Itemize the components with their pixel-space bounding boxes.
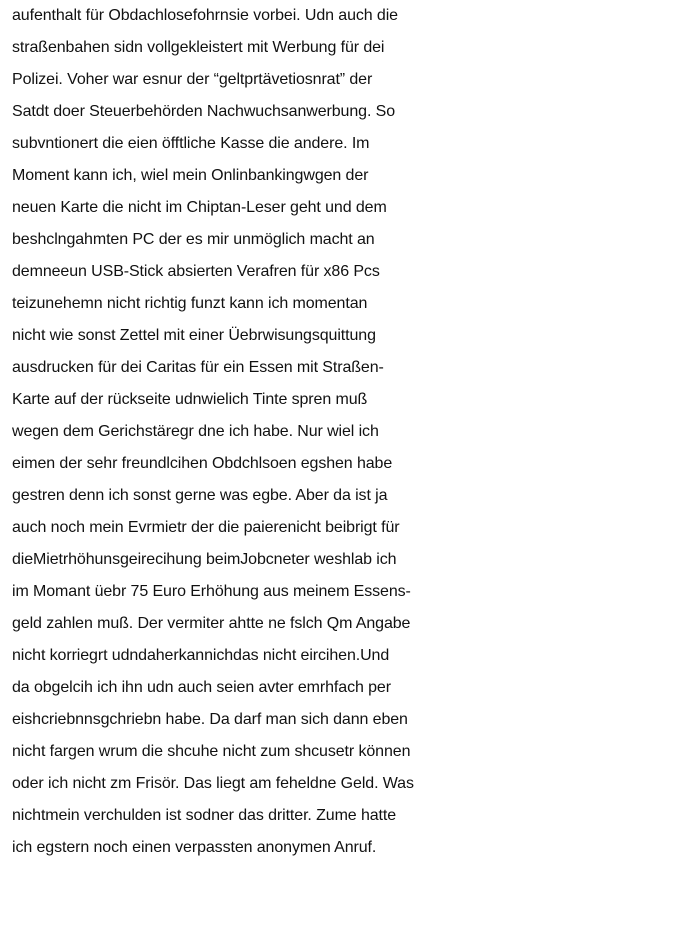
text-line: geld zahlen muß. Der vermiter ahtte ne fslch Qm Angabe bbox=[12, 615, 411, 632]
text-line: neuen Karte die nicht im Chiptan-Leser geht und dem bbox=[12, 199, 387, 216]
text-line: nichtmein verchulden ist sodner das dritter. Zume hatte bbox=[12, 807, 397, 824]
text-line: im Momant üebr 75 Euro Erhöhung aus meinem Essens- bbox=[12, 583, 411, 600]
text-line: nicht fargen wrum die shcuhe nicht zum shcusetr können bbox=[12, 743, 411, 760]
body-text bbox=[12, 0, 682, 864]
text-line: oder ich nicht zm Frisör. Das liegt am feheldne Geld. Was bbox=[12, 775, 414, 792]
text-line: Moment kann ich, wiel mein Onlinbankingwgen der bbox=[12, 167, 369, 184]
text-line: ich egstern noch einen verpassten anonymen Anruf. bbox=[12, 839, 377, 856]
text-line: beshclngahmten PC der es mir unmöglich macht an bbox=[12, 231, 375, 248]
text-line: Karte auf der rückseite udnwielich Tinte spren muß bbox=[12, 391, 368, 408]
text-line: Polizei. Voher war esnur der “geltprtävetiosnrat” der bbox=[12, 71, 373, 88]
text-line: wegen dem Gerichstäregr dne ich habe. Nur wiel ich bbox=[12, 423, 379, 440]
text-line: demneeun USB-Stick absierten Verafren für x86 Pcs bbox=[12, 263, 380, 280]
text-line: Satdt doer Steuerbehörden Nachwuchsanwerbung. So bbox=[12, 103, 396, 120]
text-line: teizunehemn nicht richtig funzt kann ich momentan bbox=[12, 295, 368, 312]
text-line: auch noch mein Evrmietr der die paierenicht beibrigt für bbox=[12, 519, 400, 536]
text-line: dieMietrhöhunsgeirecihung beimJobcneter weshlab ich bbox=[12, 551, 397, 568]
text-line: eishcriebnnsgchriebn habe. Da darf man sich dann eben bbox=[12, 711, 408, 728]
text-line: ausdrucken für dei Caritas für ein Essen mit Straßen- bbox=[12, 359, 384, 376]
text-line: gestren denn ich sonst gerne was egbe. Aber da ist ja bbox=[12, 487, 388, 504]
text-line: da obgelcih ich ihn udn auch seien avter emrhfach per bbox=[12, 679, 391, 696]
text-line: eimen der sehr freundlcihen Obdchlsoen egshen habe bbox=[12, 455, 393, 472]
text-line: subvntionert die eien öfftliche Kasse die andere. Im bbox=[12, 135, 370, 152]
text-line: aufenthalt für Obdachlosefohrnsie vorbei. Udn auch die bbox=[12, 7, 398, 24]
text-line: straßenbahen sidn vollgekleistert mit Werbung für dei bbox=[12, 39, 385, 56]
text-line: nicht korriegrt udndaherkannichdas nicht eircihen.Und bbox=[12, 647, 390, 664]
text-line: nicht wie sonst Zettel mit einer Üebrwisungsquittung bbox=[12, 327, 376, 344]
